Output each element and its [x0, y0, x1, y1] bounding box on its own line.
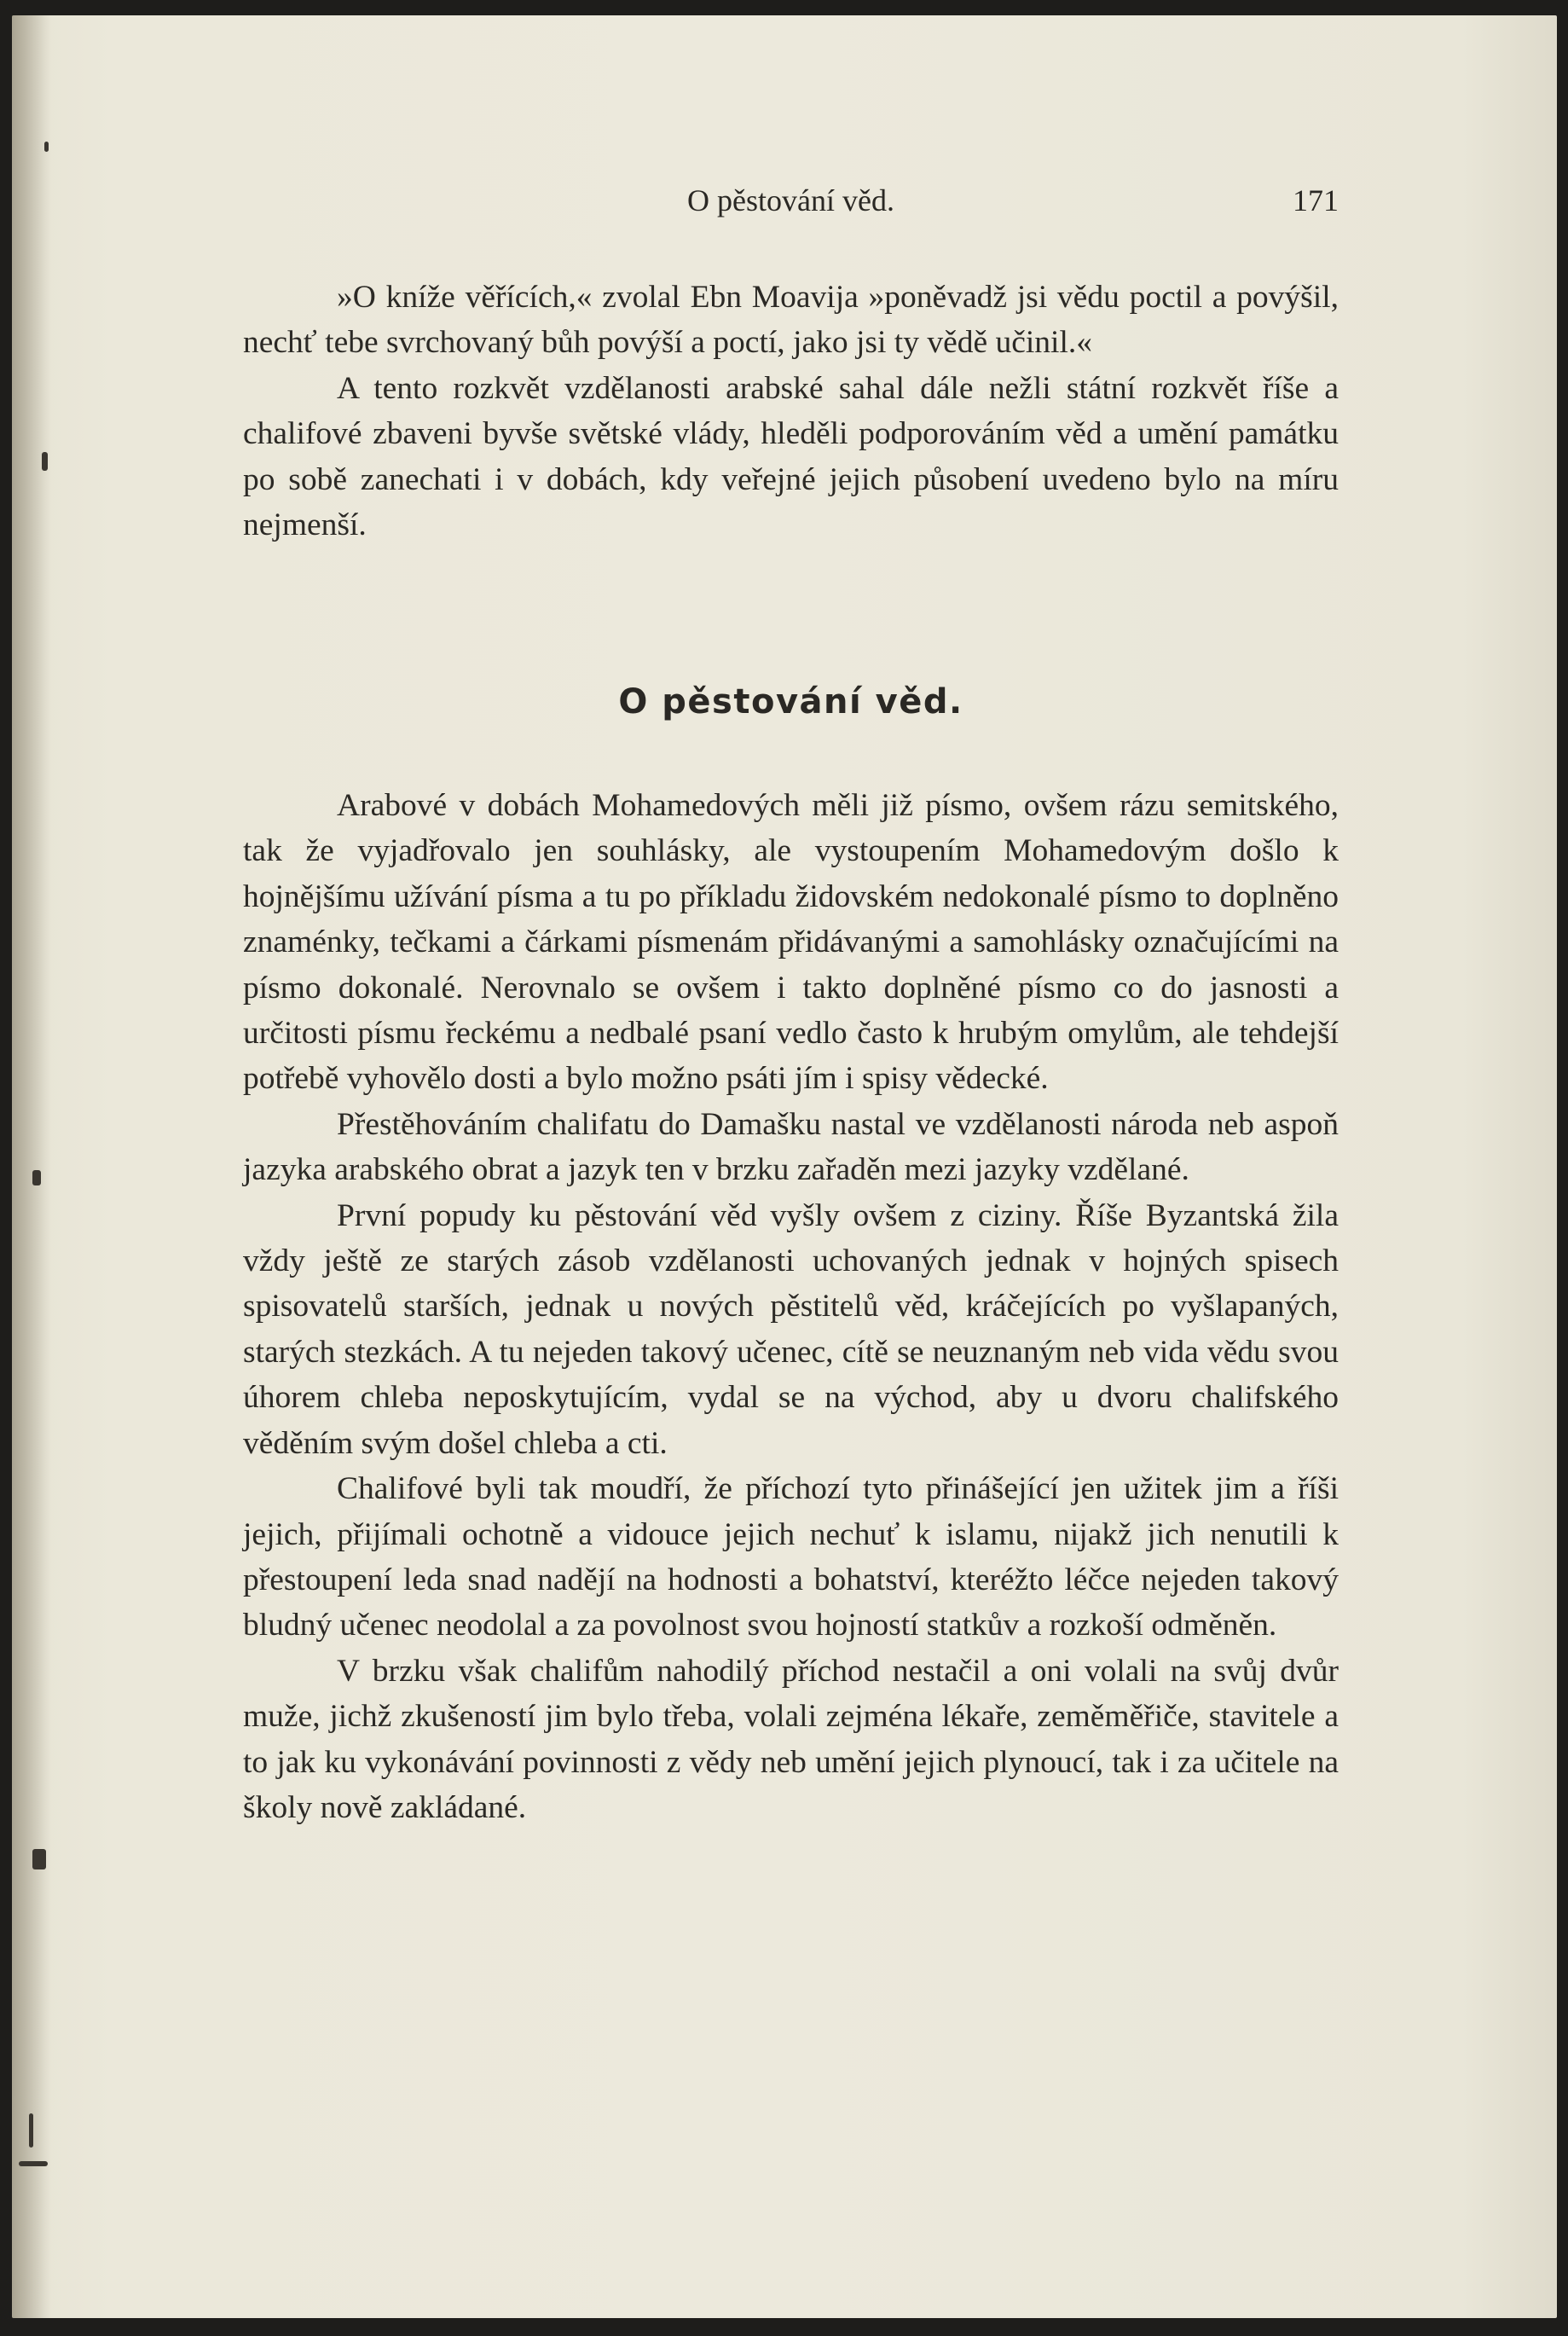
continued-text-block	[243, 275, 1339, 548]
section-heading: O pěstování věd.	[618, 682, 963, 722]
margin-mark	[32, 1170, 41, 1185]
spine-shadow	[12, 15, 51, 2318]
paragraph: Arabové v dobách Mohamedových měli již písmo, ovšem rázu semitského, tak že vyjadřovalo jen souhlásky, ale vystoupením Mohamedovým došlo k hojnějšímu užívání písma a tu po příkladu židovském nedokonalé písmo to doplněno znaménky, tečkami a čárkami písmenám přidávanými a samohlásky označujícími na písmo dokonalé. Nerovnalo se ovšem i takto doplněné písmo co do jasnosti a určitosti písmu řeckému a nedbalé psaní vedlo často k hrubým omylům, ale tehdejší potřebě vyhovělo dosti a bylo možno psáti jím i spisy vědecké.	[243, 788, 1339, 1097]
margin-mark	[44, 142, 49, 152]
margin-mark	[32, 1849, 46, 1869]
paragraph: A tento rozkvět vzdělanosti arabské sahal dále nežli státní rozkvět říše a chalifové zbaveni byvše světské vlády, hleděli podporováním věd a umění památku po sobě zanechati i v dobách, kdy veřejné jejich působení uvedeno bylo na míru nejmenší.	[243, 370, 1339, 543]
section-text-block	[243, 783, 1339, 1830]
page-number: 171	[1293, 183, 1339, 217]
margin-mark	[42, 452, 48, 471]
running-head-title: O pěstování věd.	[687, 183, 894, 217]
paragraph: První popudy ku pěstování věd vyšly ovšem z ciziny. Říše Byzantská žila vždy ještě ze starých zásob vzdělanosti uchovaných jednak v hojných spisech spisovatelů starších, jednak u nových pěstitelů věd, kráčejících po vyšlapaných, starých stezkách. A tu nejeden takový učenec, cítě se neuznaným neb vida vědu svou úhorem chleba neposkytujícím, vydal se na východ, aby u dvoru chalifského věděním svým došel chleba a cti.	[243, 1197, 1339, 1461]
paragraph: V brzku však chalifům nahodilý příchod nestačil a oni volali na svůj dvůr muže, jichž zkušeností jim bylo třeba, volali zejména lékaře, zeměměřiče, stavitele a to jak ku vykonávání povinnosti z vědy neb umění jejich plynoucí, tak i za učitele na školy nově zakládané.	[243, 1653, 1339, 1825]
paragraph: »O kníže věřících,« zvolal Ebn Moavija »poněvadž jsi vědu poctil a povýšil, nechť tebe svrchovaný bůh povýší a poctí, jako jsi ty vědě učinil.«	[243, 280, 1339, 361]
margin-mark	[19, 2161, 48, 2166]
paragraph: Chalifové byli tak moudří, že příchozí tyto přinášející jen užitek jim a říši jejich, přijímali ochotně a vidouce jejich nechuť k islamu, nijakž jich nenutili k přestoupení leda snad nadějí na hodnosti a bohatství, kteréžto léčce nejeden takový bludný učenec neodolal a za povolnost svou hojností statkův a rozkoší odměněn.	[243, 1471, 1339, 1643]
running-head	[243, 183, 1339, 227]
margin-mark	[29, 2113, 33, 2148]
paragraph: Přestěhováním chalifatu do Damašku nastal ve vzdělanosti národa neb aspoň jazyka arabského obrat a jazyk ten v brzku zařaděn mezi jazyky vzdělané.	[243, 1106, 1339, 1188]
